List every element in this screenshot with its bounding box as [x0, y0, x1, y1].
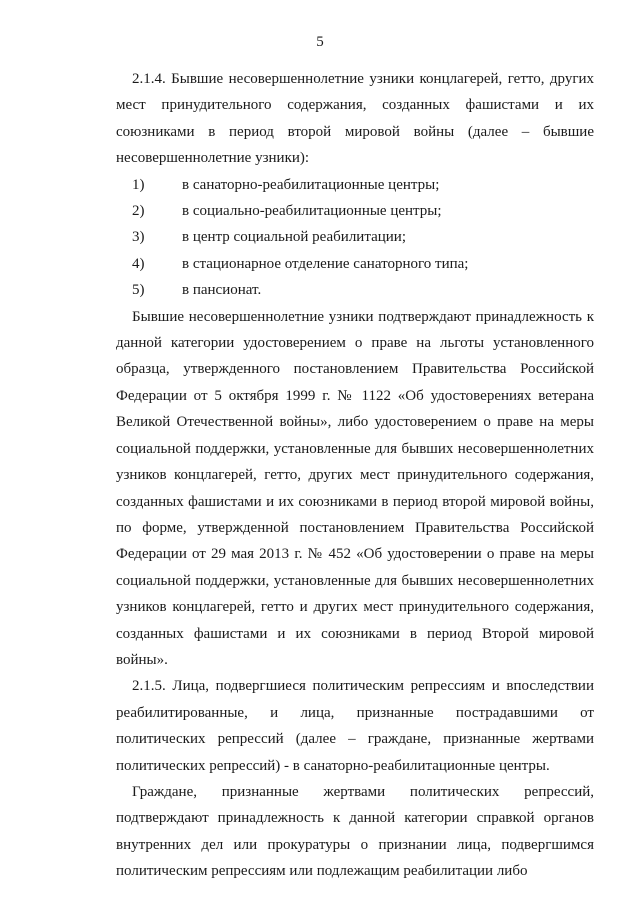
list-item-number: 4) — [132, 255, 145, 272]
document-body — [116, 66, 594, 885]
list-item-text: в санаторно-реабилитационные центры; — [182, 176, 440, 193]
list-item-number: 1) — [132, 176, 145, 193]
list-item-number: 3) — [132, 229, 145, 246]
list-item-text: в центр социальной реабилитации; — [182, 229, 406, 246]
list-item — [116, 251, 594, 277]
section-2-1-4-intro: 2.1.4. Бывшие несовершеннолетние узники концлагерей, гетто, других мест принудительного содержания, созданных фашистами и их союзниками в период второй мировой войны (далее – бывшие несовершеннолетние узники): — [116, 71, 594, 167]
list-item-text: в стационарное отделение санаторного типа; — [182, 255, 469, 272]
list-item — [116, 277, 594, 303]
section-2-1-5-intro: 2.1.5. Лица, подвергшиеся политическим репрессиям и впоследствии реабилитированные, и лица, признанные пострадавшими от политических репрессий (далее – граждане, признанные жертвами политических репрессий) - в санаторно-реабилитационные центры. — [116, 678, 594, 774]
list-item — [116, 172, 594, 198]
list-item-text: в пансионат. — [182, 282, 262, 299]
list-item — [116, 224, 594, 250]
list-item-number: 5) — [132, 282, 145, 299]
list-item — [116, 198, 594, 224]
list-item-number: 2) — [132, 203, 145, 220]
section-2-1-4-confirmation: Бывшие несовершеннолетние узники подтверждают принадлежность к данной категории удостоверением о праве на льготы установленного образца, утвержденного постановлением Правительства Российской Федерации от 5 октября 1999 г. № 1122 «Об удостоверениях ветерана Великой Отечественной войны», либо удостоверением о праве на меры социальной поддержки, установленные для бывших несовершеннолетних узников концлагерей, гетто, других мест принудительного содержания, созданных фашистами и их союзниками в период второй мировой войны, по форме, утвержденной постановлением Правительства Российской Федерации от 29 мая 2013 г. № 452 «Об удостоверении о праве на меры социальной поддержки, установленные для бывших несовершеннолетних узников концлагерей, гетто и других мест принудительного содержания, созданных фашистами и их союзниками в период Второй мировой войны». — [116, 308, 594, 668]
list-item-text: в социально-реабилитационные центры; — [182, 203, 442, 220]
page-number: 5 — [316, 34, 324, 50]
facility-list — [116, 172, 594, 304]
section-2-1-5-confirmation: Граждане, признанные жертвами политических репрессий, подтверждают принадлежность к данной категории справкой органов внутренних дел или прокуратуры о признании лица, подвергшимся политическим репрессиям или подлежащим реабилитации либо — [116, 783, 594, 880]
